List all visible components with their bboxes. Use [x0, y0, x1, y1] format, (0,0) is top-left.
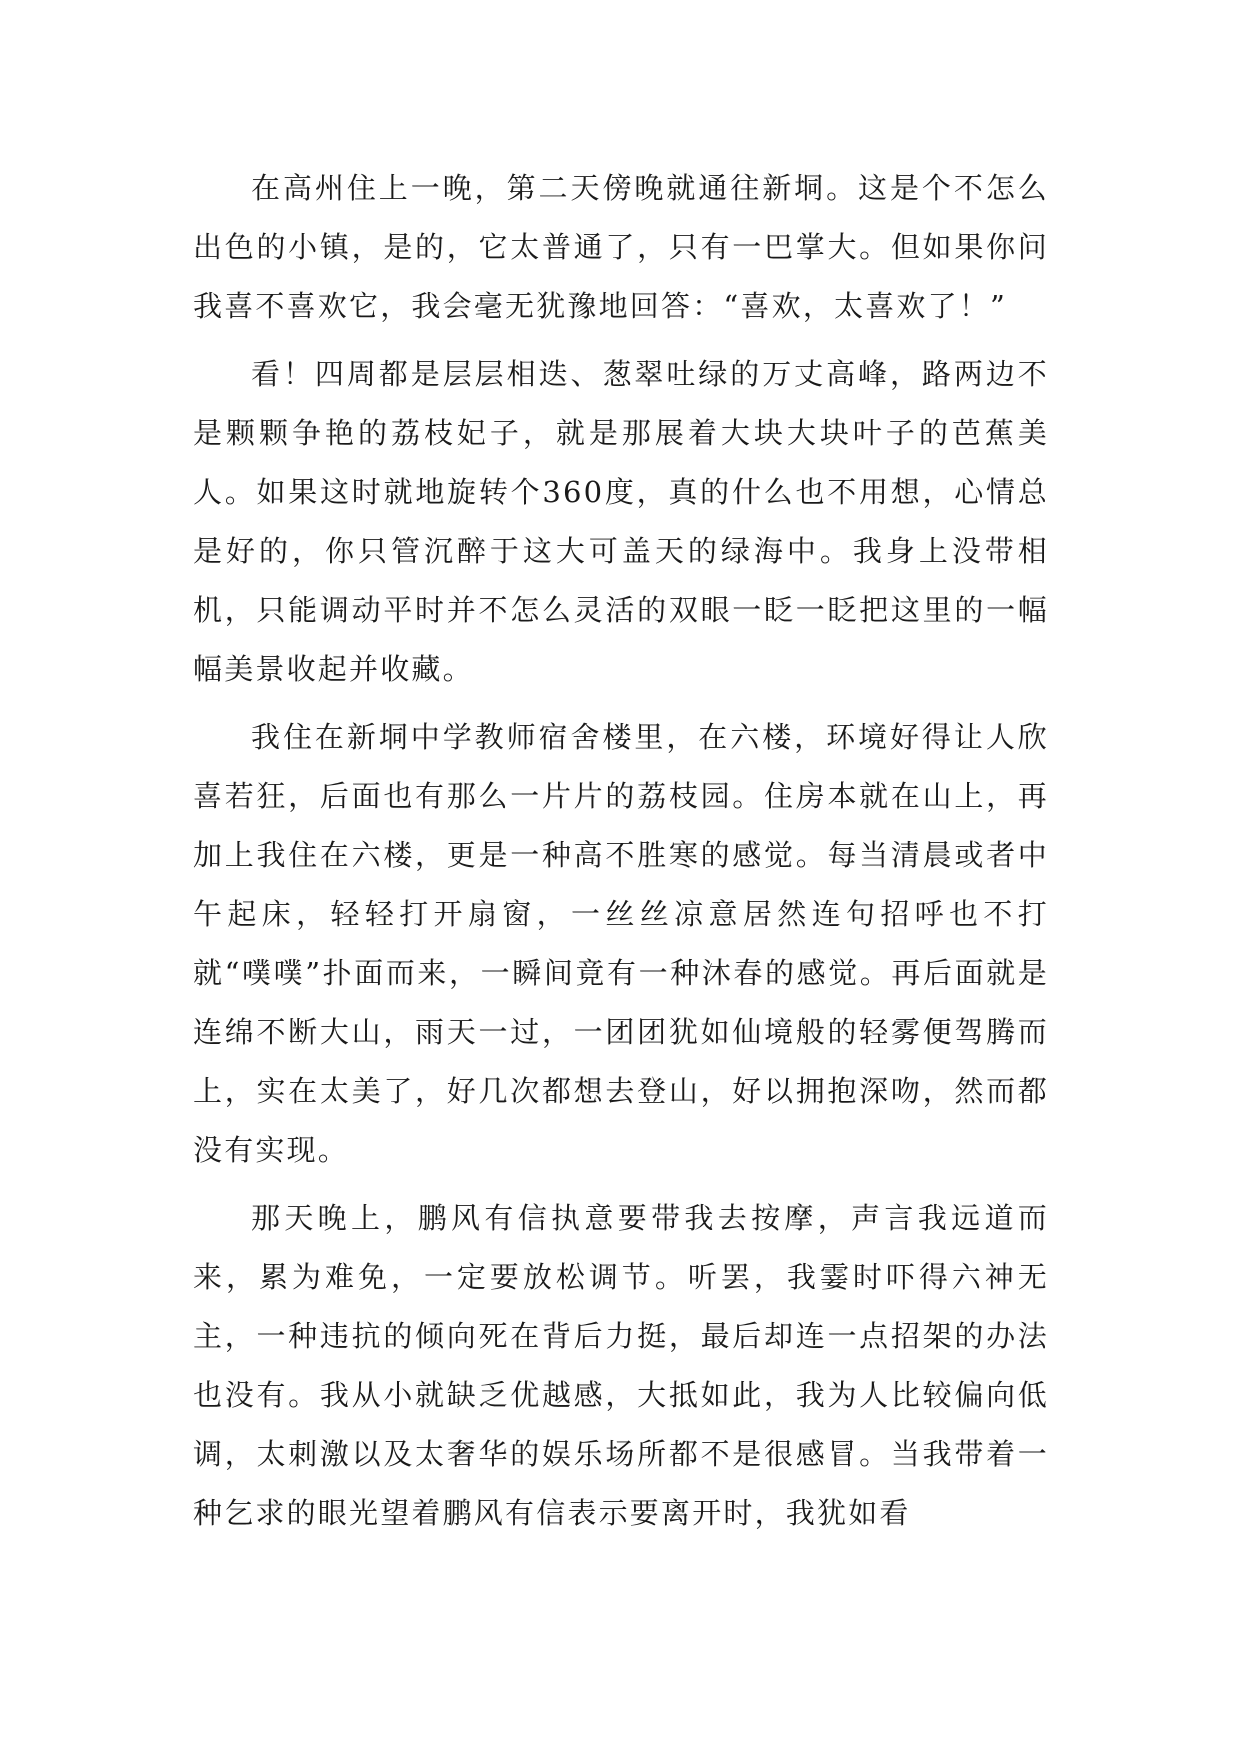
paragraph: 我住在新垌中学教师宿舍楼里，在六楼，环境好得让人欣喜若狂，后面也有那么一片片的荔枝园。住房本就在山上，再加上我住在六楼，更是一种高不胜寒的感觉。每当清晨或者中午起床，轻轻打开扇窗，一丝丝凉意居然连句招呼也不打就“噗噗”扑面而来，一瞬间竟有一种沐春的感觉。再后面就是连绵不断大山，雨天一过，一团团犹如仙境般的轻雾便驾腾而上，实在太美了，好几次都想去登山，好以拥抱深吻，然而都没有实现。 [193, 720, 1049, 1167]
paragraph: 那天晚上，鹏风有信执意要带我去按摩，声言我远道而来，累为难免，一定要放松调节。听罢，我霎时吓得六神无主，一种违抗的倾向死在背后力挺，最后却连一点招架的办法也没有。我从小就缺乏优越感，大抵如此，我为人比较偏向低调，太刺激以及太奢华的娱乐场所都不是很感冒。当我带着一种乞求的眼光望着鹏风有信表示要离开时，我犹如看 [193, 1201, 1049, 1530]
paragraph: 看！四周都是层层相迭、葱翠吐绿的万丈高峰，路两边不是颗颗争艳的荔枝妃子，就是那展着大块大块叶子的芭蕉美人。如果这时就地旋转个360度，真的什么也不用想，心情总是好的，你只管沉醉于这大可盖天的绿海中。我身上没带相机，只能调动平时并不怎么灵活的双眼一眨一眨把这里的一幅幅美景收起并收藏。 [193, 357, 1049, 686]
document-page [193, 159, 1049, 1552]
paragraph: 在高州住上一晚，第二天傍晚就通往新垌。这是个不怎么出色的小镇，是的，它太普通了，只有一巴掌大。但如果你问我喜不喜欢它，我会毫无犹豫地回答：“喜欢，太喜欢了！” [193, 171, 1049, 323]
